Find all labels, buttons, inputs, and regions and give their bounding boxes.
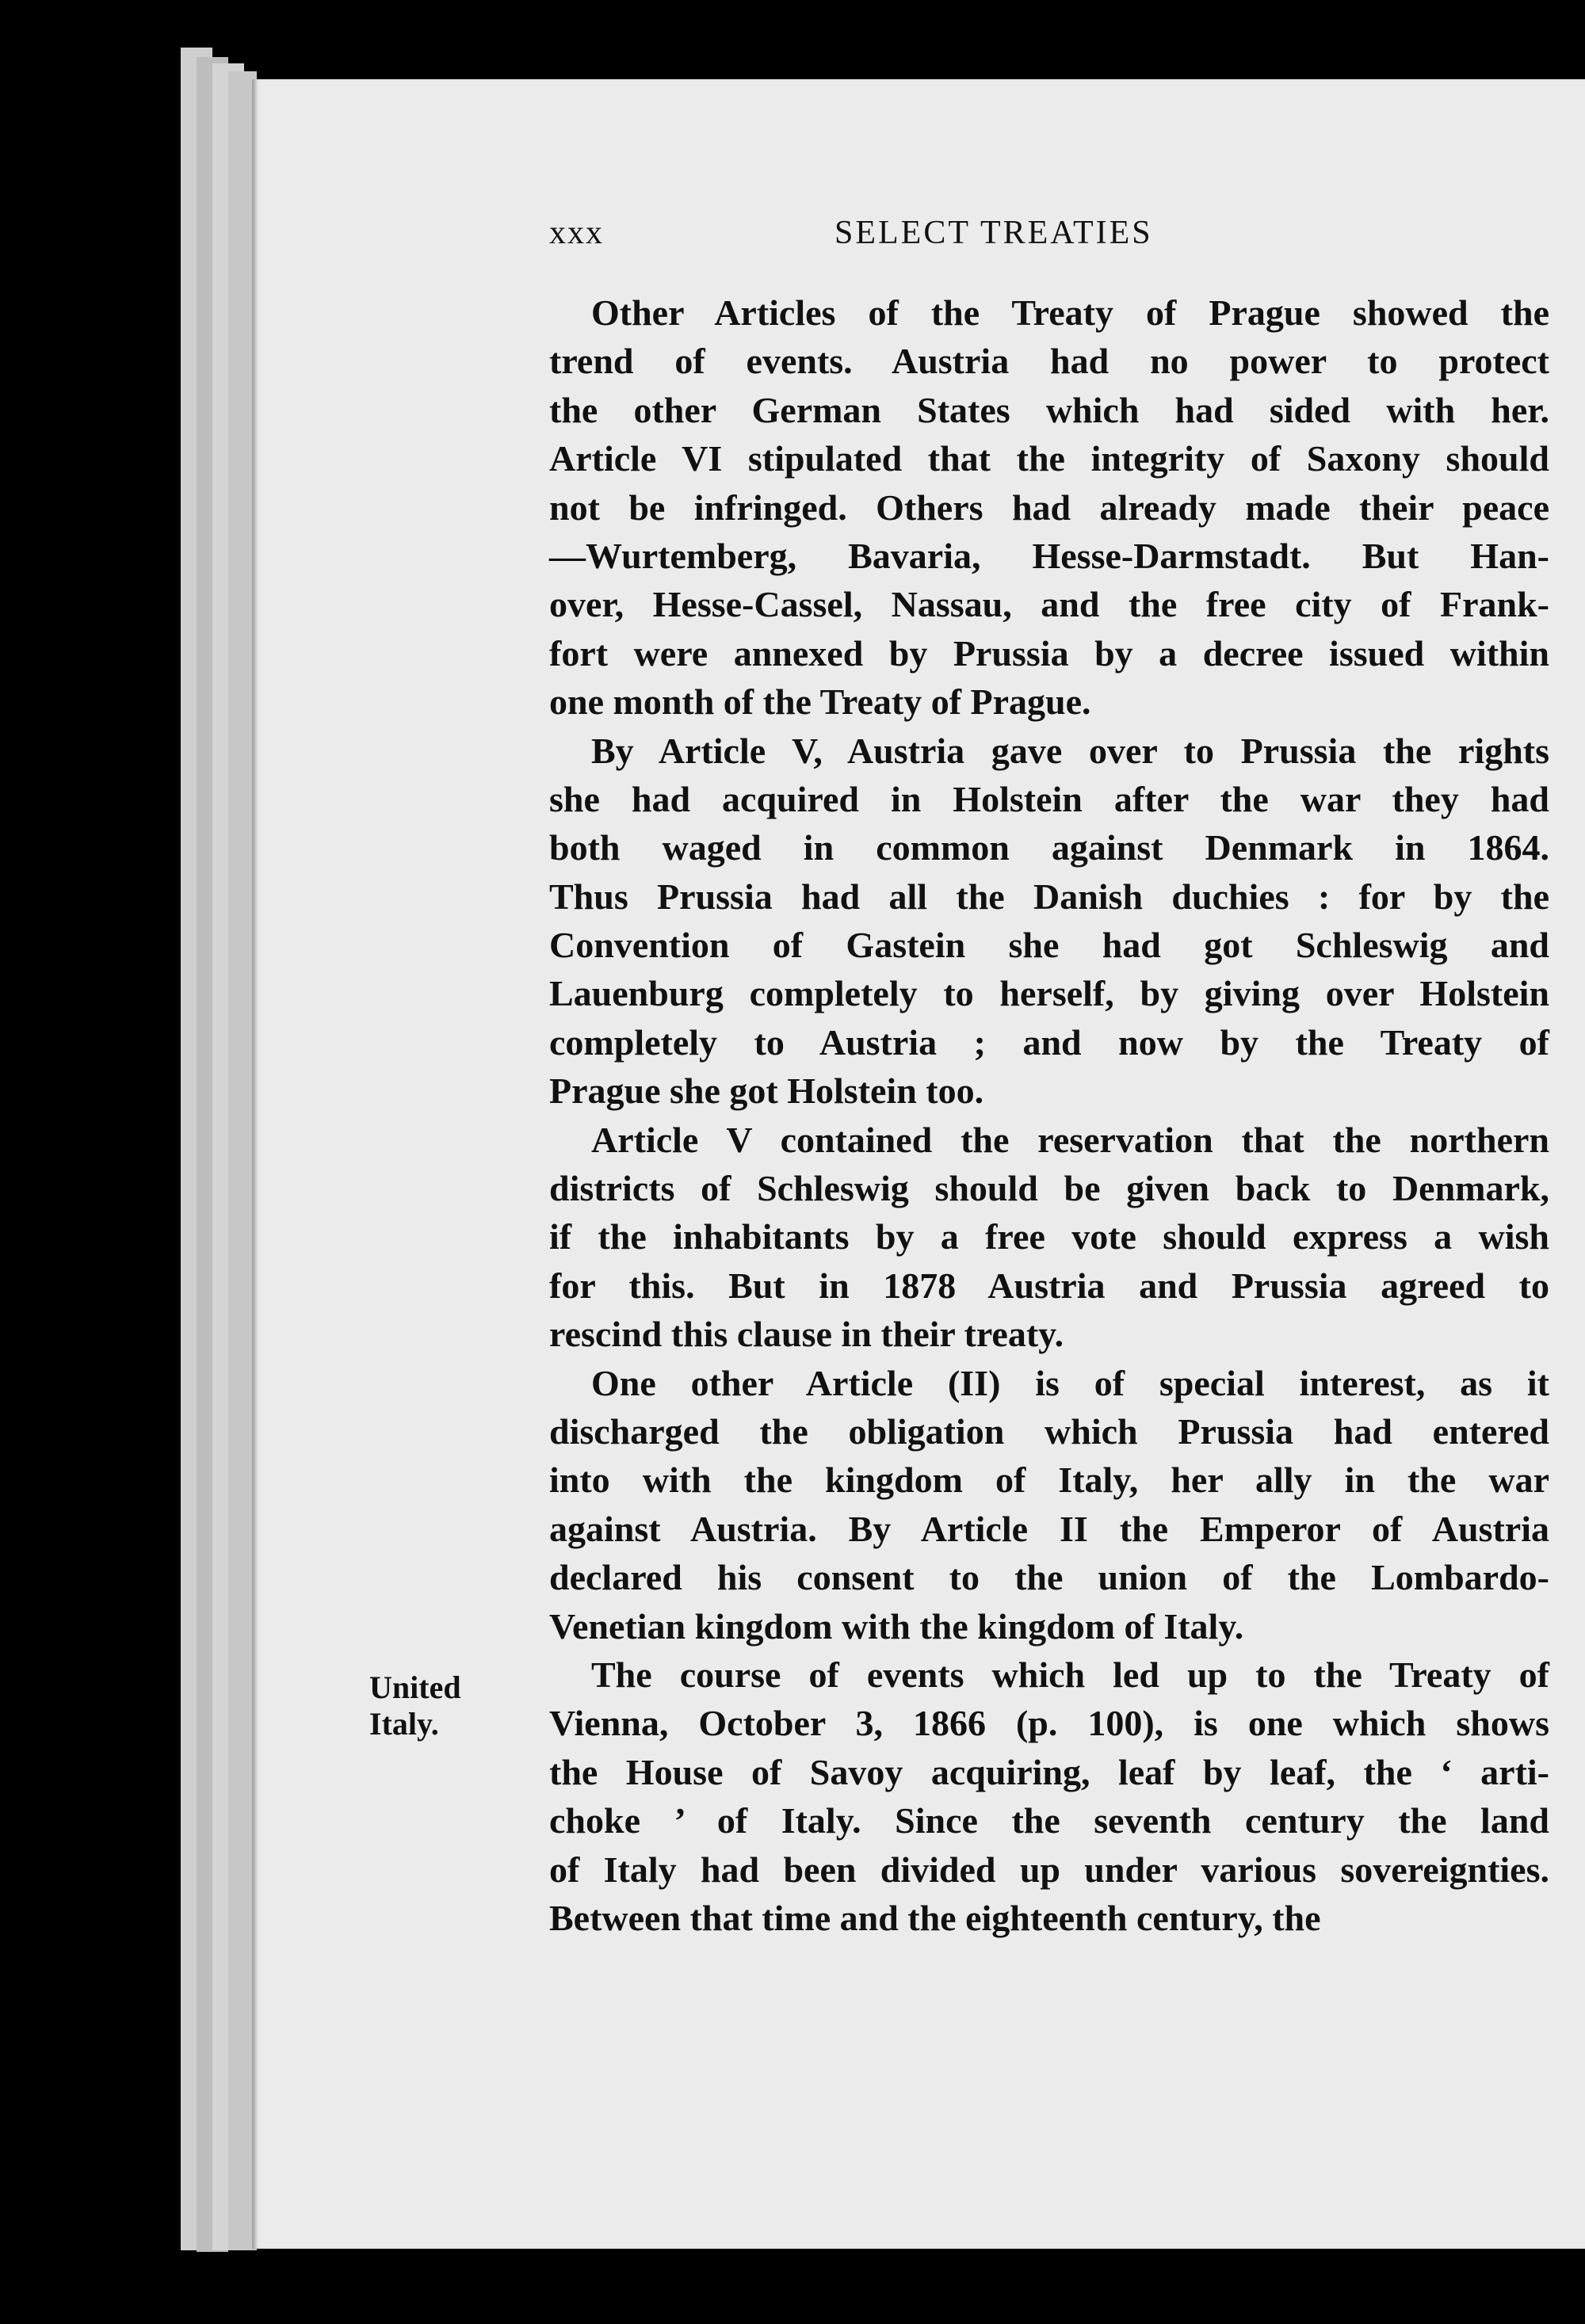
text-line: Vienna, October 3, 1866 (p. 100), is one which shows bbox=[549, 1703, 1549, 1744]
text-line: of Italy had been divided up under various sovereignties. bbox=[549, 1849, 1549, 1890]
paragraph bbox=[549, 288, 1549, 727]
text-line: By Article V, Austria gave over to Prussia the rights bbox=[591, 730, 1549, 771]
text-line: Thus Prussia had all the Danish duchies : for by the bbox=[549, 876, 1549, 917]
paragraph bbox=[549, 1650, 1549, 1942]
margin-note-line: Italy. bbox=[369, 1706, 439, 1742]
text-line: Prague she got Holstein too. bbox=[549, 1070, 984, 1112]
text-line: districts of Schleswig should be given back to Denmark, bbox=[549, 1168, 1549, 1209]
text-line: rescind this clause in their treaty. bbox=[549, 1314, 1064, 1355]
text-line: Article VI stipulated that the integrity of Saxony should bbox=[549, 438, 1549, 479]
text-line: if the inhabitants by a free vote should express a wish bbox=[549, 1216, 1549, 1257]
text-line: Lauenburg completely to herself, by giving over Holstein bbox=[549, 973, 1549, 1014]
text-line: Convention of Gastein she had got Schleswig and bbox=[549, 925, 1549, 966]
margin-note bbox=[369, 1670, 461, 1742]
text-line: both waged in common against Denmark in 1864. bbox=[549, 827, 1549, 868]
page-header bbox=[549, 214, 1548, 261]
text-line: not be infringed. Others had already made their peace bbox=[549, 487, 1549, 528]
paragraph bbox=[549, 1116, 1549, 1359]
text-line: Between that time and the eighteenth century, the bbox=[549, 1897, 1321, 1938]
text-line: declared his consent to the union of the Lombardo- bbox=[549, 1557, 1549, 1598]
text-line: Venetian kingdom with the kingdom of Italy. bbox=[549, 1605, 1244, 1647]
text-line: over, Hesse-Cassel, Nassau, and the free city of Frank- bbox=[549, 584, 1549, 625]
text-line: —Wurtemberg, Bavaria, Hesse-Darmstadt. But Han- bbox=[549, 535, 1549, 576]
text-line: choke ’ of Italy. Since the seventh century the land bbox=[549, 1800, 1549, 1841]
text-line: One other Article (II) is of special interest, as it bbox=[591, 1362, 1549, 1403]
text-line: fort were annexed by Prussia by a decree issued within bbox=[549, 632, 1549, 674]
body-text bbox=[549, 288, 1549, 1942]
text-line: for this. But in 1878 Austria and Prussia agreed to bbox=[549, 1265, 1549, 1306]
text-line: one month of the Treaty of Prague. bbox=[549, 681, 1091, 723]
text-line: The course of events which led up to the Treaty of bbox=[591, 1654, 1549, 1695]
text-line: the other German States which had sided with her. bbox=[549, 389, 1549, 430]
text-line: she had acquired in Holstein after the war they had bbox=[549, 778, 1549, 819]
paragraph bbox=[549, 727, 1549, 1116]
page-number: xxx bbox=[549, 215, 604, 251]
running-title: SELECT TREATIES bbox=[835, 215, 1153, 251]
text-line: against Austria. By Article II the Emperor of Austria bbox=[549, 1508, 1549, 1549]
margin-note-line: United bbox=[369, 1670, 461, 1705]
text-line: discharged the obligation which Prussia had entered bbox=[549, 1410, 1549, 1452]
text-line: completely to Austria ; and now by the Treaty of bbox=[549, 1021, 1549, 1063]
text-line: Article V contained the reservation that the northern bbox=[591, 1119, 1549, 1160]
text-line: into with the kingdom of Italy, her ally in the war bbox=[549, 1460, 1549, 1501]
text-line: trend of events. Austria had no power to protect bbox=[549, 341, 1549, 382]
paragraph bbox=[549, 1359, 1549, 1650]
text-line: Other Articles of the Treaty of Prague showed the bbox=[591, 292, 1549, 333]
text-line: the House of Savoy acquiring, leaf by leaf, the ‘ arti- bbox=[549, 1751, 1549, 1792]
